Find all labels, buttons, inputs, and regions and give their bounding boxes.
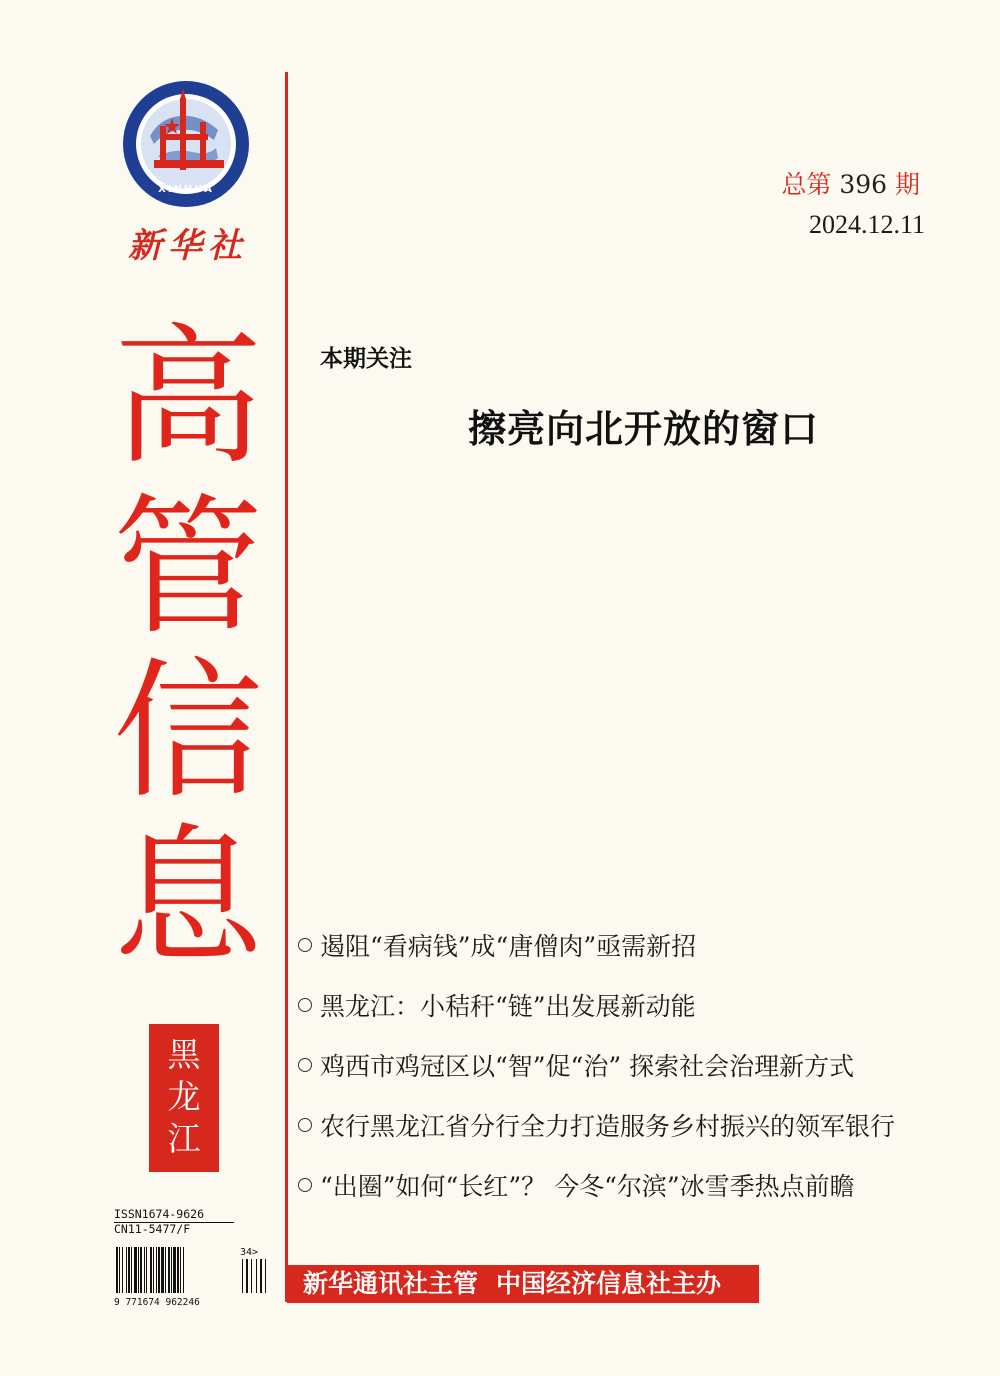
circle-bullet-icon <box>298 938 312 952</box>
footer-sponsor-band <box>287 1265 759 1303</box>
masthead-char-2: 管 <box>112 481 263 655</box>
issn-block <box>114 1208 234 1236</box>
cn-number: CN11-5477/F <box>114 1222 191 1236</box>
focus-label: 本期关注 <box>320 345 412 372</box>
masthead-char-1: 高 <box>112 311 263 485</box>
issue-number <box>760 165 920 201</box>
list-item <box>298 915 998 975</box>
article-title: 黑龙江：小秸秆“链”出发展新动能 <box>320 992 696 1021</box>
barcode-addon: 34> <box>240 1247 259 1258</box>
feature-headline: 擦亮向北开放的窗口 <box>468 406 820 451</box>
issue-total-number: 396 <box>839 170 888 199</box>
list-item <box>298 975 998 1035</box>
barcode-number: 9 771674 962246 <box>114 1297 200 1307</box>
issue-total-suffix: 期 <box>894 170 920 199</box>
xinhua-logo <box>120 78 252 210</box>
circle-bullet-icon <box>298 1118 312 1132</box>
list-item <box>298 1155 998 1215</box>
region-char-3: 江 <box>167 1119 201 1158</box>
publisher-script-name: 新华社 <box>128 226 248 266</box>
region-char-2: 龙 <box>167 1077 201 1116</box>
article-list <box>298 915 998 1215</box>
logo-text: XINHUA <box>158 184 214 195</box>
circle-bullet-icon <box>298 1058 312 1072</box>
circle-bullet-icon <box>298 1178 312 1192</box>
issue-date: 2024.12.11 <box>808 210 925 239</box>
article-title: 遏阻“看病钱”成“唐僧肉”亟需新招 <box>320 932 697 961</box>
region-char-1: 黑 <box>167 1035 201 1074</box>
issue-total-label: 总第 <box>781 170 832 199</box>
article-title: 鸡西市鸡冠区以“智”促“治” 探索社会治理新方式 <box>320 1052 855 1081</box>
list-item <box>298 1095 998 1155</box>
masthead-char-4: 息 <box>112 811 263 985</box>
circle-bullet-icon <box>298 998 312 1012</box>
barcode-icon <box>114 1245 274 1307</box>
sponsor-1: 新华通讯社主管 <box>303 1269 479 1298</box>
masthead-char-3: 信 <box>112 645 263 819</box>
list-item <box>298 1035 998 1095</box>
sponsor-2: 中国经济信息社主办 <box>496 1269 722 1298</box>
vertical-divider <box>285 72 288 1302</box>
article-title: 农行黑龙江省分行全力打造服务乡村振兴的领军银行 <box>320 1112 896 1141</box>
issn-number: ISSN1674-9626 <box>114 1208 234 1223</box>
region-badge <box>149 1024 219 1172</box>
article-title: “出圈”如何“长红”？ 今冬“尔滨”冰雪季热点前瞻 <box>320 1172 855 1201</box>
